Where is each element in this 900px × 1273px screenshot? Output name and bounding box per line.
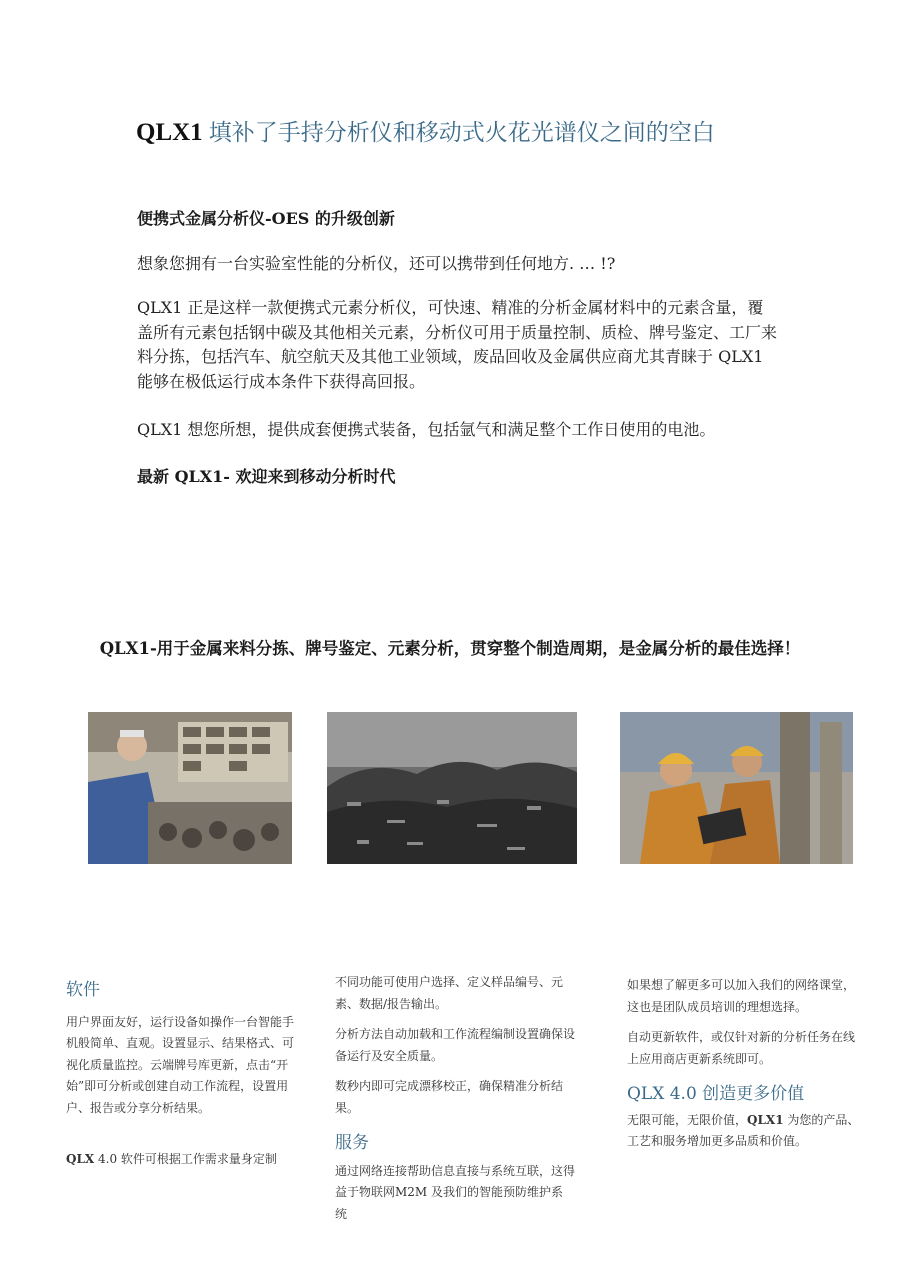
title-text: 填补了手持分析仪和移动式火花光谱仪之间的空白 (208, 120, 715, 146)
value-column (627, 975, 863, 1162)
value-brand: QLX1 (747, 1112, 784, 1127)
value-paragraph (627, 1110, 863, 1153)
service-paragraph: 通过网络连接帮助信息直接与系统互联，这得益于物联网M2M 及我们的智能预防维护系统 (335, 1163, 576, 1221)
title-brand: QLX1 (136, 119, 203, 146)
scrap-metal-pile-photo (327, 712, 577, 864)
software-footnote-text: 4.0 软件可根据工作需求量身定制 (94, 1152, 277, 1166)
value-rest: 为您的产品、工艺和服务增加更多品质和价值。 (627, 1112, 860, 1148)
software-footnote-brand: QLX (66, 1152, 95, 1166)
intro-tagline: 最新 QLX1- 欢迎来到移动分析时代 (137, 467, 396, 486)
intro-equipment-paragraph: QLX1 想您所想，提供成套便携式装备，包括氩气和满足整个工作日使用的电池。 (137, 420, 716, 439)
software-column (66, 980, 294, 1180)
features-paragraph-3: 数秒内即可完成漂移校正，确保精准分析结果。 (335, 1079, 564, 1115)
software-paragraph: 用户界面友好，运行设备如操作一台智能手机般简单、直观。设置显示、结果格式、可视化质量监控。云端牌号库更新，点击“开始”即可分析或创建自动工作流程，设置用户、报告或分享分析结果。 (66, 1014, 295, 1115)
page-title (136, 114, 715, 147)
value-prefix: 无限可能，无限价值， (627, 1112, 748, 1127)
intro-main-paragraph: QLX1 正是这样一款便携式元素分析仪，可快速、精准的分析金属材料中的元素含量，覆盖所有元素包括钢中碳及其他相关元素，分析仪可用于质量控制、质检、牌号鉴定、工厂来料分拣，包括汽车、航空航天及其他工业领域，废品回收及金属供应商尤其青睐于 QLX1 能够在极低运行成本条件下获得高回报。 (137, 298, 778, 391)
software-title: 软件 (66, 980, 100, 1000)
value-title: QLX 4.0 创造更多价值 (627, 1084, 805, 1104)
update-paragraph: 自动更新软件，或仅针对新的分析任务在线上应用商店更新系统即可。 (627, 1030, 856, 1066)
banner-statement: QLX1-用于金属来料分拣、牌号鉴定、元素分析，贯穿整个制造周期，是金属分析的最佳选择！ (99, 639, 801, 658)
features-paragraph-1: 不同功能可使用户选择、定义样品编号、元素、数据/报告输出。 (335, 975, 564, 1011)
features-column (335, 972, 575, 1234)
intro-question: 想象您拥有一台实验室性能的分析仪，还可以携带到任何地方. … !? (137, 254, 616, 273)
engineers-with-tablet-photo (620, 712, 853, 864)
software-footnote (66, 1149, 294, 1171)
intro-subheading: 便携式金属分析仪-OES 的升级创新 (137, 209, 395, 228)
service-title: 服务 (335, 1133, 369, 1153)
worker-inspecting-parts-photo (88, 712, 292, 864)
features-paragraph-2: 分析方法自动加载和工作流程编制设置确保设备运行及安全质量。 (335, 1027, 576, 1063)
webinar-paragraph: 如果想了解更多可以加入我们的网络课堂，这也是团队成员培训的理想选择。 (627, 978, 856, 1014)
